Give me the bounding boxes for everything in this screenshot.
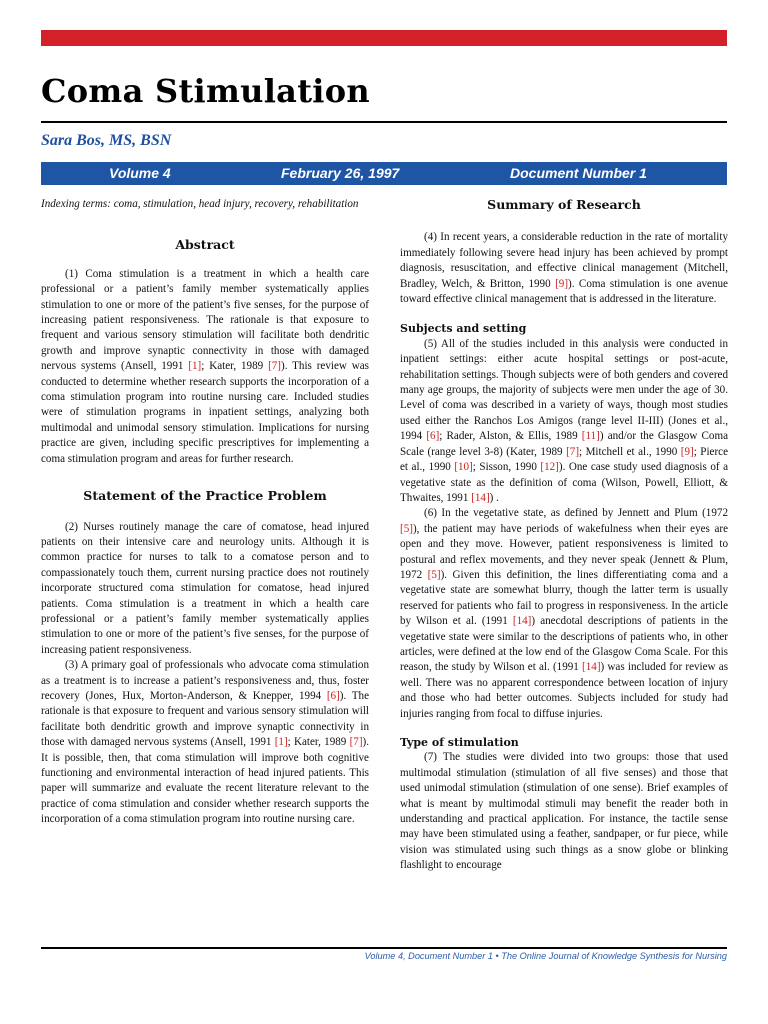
ref-link[interactable]: [14] xyxy=(582,661,601,674)
paragraph-5: (5) All of the studies included in this analysis were conducted in inpatient settings: either acute hospital settings or post-acute, rehabilitation settings. Though subjects were of both genders and covered many age groups, the majority of subjects were men under the age of 30. Level of coma was described in a variety of ways, though most studies used either the Ranchos Los Amigos (range level II-III) (Jones et al., 1994 [6]; Rader, Alston, & Ellis, 1989 [11]) and/or the Glasgow Coma Scale (range level 3-8) (Kater, 1989 [7]; Mitchell et al., 1990 [9]; Pierce et al., 1990 [10]; Sisson, 1990 [12]). One case study used diagnosis of a vegetative state as the definition of coma (Wilson, Powell, Elliott, & Thwaites, 1991 [14]) . xyxy=(400,337,729,504)
author-name: Sara Bos, MS, BSN xyxy=(41,132,172,149)
ref-link[interactable]: [7] xyxy=(349,736,363,749)
practice-problem-heading: Statement of the Practice Problem xyxy=(83,488,327,504)
indexing-terms: Indexing terms: coma, stimulation, head injury, recovery, rehabilitation xyxy=(41,198,359,210)
volume-bar xyxy=(41,162,727,185)
ref-link[interactable]: [1] xyxy=(274,736,288,749)
ref-link[interactable]: [14] xyxy=(512,615,532,628)
title-rule xyxy=(41,121,727,123)
ref-link[interactable]: [12] xyxy=(540,461,559,474)
paragraph-6: (6) In the vegetative state, as defined by Jennett and Plum (1972 [5]), the patient may have periods of wakefulness when their eyes are open and they move. However, patient responsiveness is limited to postural and reflex movements, and they never speak (Jennett & Plum, 1972 [5]). Given this definition, the lines differentiating coma and a vegetative state are somewhat blurry, though the latter term is usually reserved for patients who fail to progress in responsiveness. In the article by Wilson et al. (1991 [14]) anecdotal descriptions of patients in the vegetative state were similar to the descriptions of patients who, in other articles, were defined at the low end of the Glasgow Coma Scale. For this reason, the study by Wilson et al. (1991 [14]) was included for review as well. There was no apparent correspondence between location of injury and those who had better outcomes. Subjects included for study had injuries ranging from focal to diffuse injuries. xyxy=(400,507,729,720)
ref-link[interactable]: [10] xyxy=(454,461,473,474)
ref-link[interactable]: [14] xyxy=(471,491,490,504)
ref-link[interactable]: [7] xyxy=(566,445,580,458)
ref-link[interactable]: [5] xyxy=(400,522,413,535)
paragraph-4: (4) In recent years, a considerable reduction in the rate of mortality immediately following severe head injury has been achieved by prompt diagnosis, resuscitation, and effective clinical management (Mitchell, Bradley, Welch, & Britton, 1990 [9]). Coma stimulation is one avenue toward effective clinical management that is addressed in the literature. xyxy=(400,231,728,306)
type-of-stimulation-heading: Type of stimulation xyxy=(400,736,519,749)
abstract-heading: Abstract xyxy=(175,237,235,253)
date-label: February 26, 1997 xyxy=(281,165,400,181)
subjects-heading: Subjects and setting xyxy=(400,322,527,336)
top-red-bar xyxy=(41,30,727,46)
ref-link[interactable]: [7] xyxy=(268,360,281,373)
ref-link[interactable]: [9] xyxy=(555,277,569,290)
paragraph-7: (7) The studies were divided into two groups: those that used multimodal stimulation (stimulation of all five senses) and those that used unimodal stimulation (stimulation of one sense). Brief examples of what is meant by multimodal stimuli may benefit the reader both in understanding and practical application. For instance, the tactile sense may have been stimulated using a feather, sandpaper, or fur piece, while vision was stimulated using such things as a snow globe or blinking flashlight to encourage xyxy=(400,751,728,872)
ref-link[interactable]: [11] xyxy=(581,430,600,443)
journal-footer: Volume 4, Document Number 1 • The Online Journal of Knowledge Synthesis for Nursing xyxy=(364,951,727,961)
article-title: Coma Stimulation xyxy=(41,72,370,110)
ref-link[interactable]: [6] xyxy=(326,689,340,702)
paragraph-2: (2) Nurses routinely manage the care of comatose, head injured patients on their intensive care and neurology units. Although it is common practice for nurses to talk to a comatose person and to compassionately touch them, current nursing practice does not routinely incorporate structured coma stimulation for comatose, head injured patients. Coma stimulation is a treatment in which a health care professional or a patient’s family member systematically applies stimulation to one or more of the patient’s five senses, for the purpose of increasing patient responsiveness. xyxy=(41,520,369,656)
ref-link[interactable]: [1] xyxy=(188,360,202,373)
abstract-paragraph: (1) Coma stimulation is a treatment in which a health care professional or a patient’s family member systematically applies stimulation to one or more of the patient’s five senses, for the purpose of increasing patient responsiveness. The rationale is that exposure to frequent and various sensory stimulation will facilitate both dendritic growth and improve synaptic connectivity in those with damaged nervous systems (Ansell, 1991 [1]; Kater, 1989 [7]). This review was conducted to determine whether research supports the incorporation of a coma stimulation program into routine nursing care. Included studies were of stimulation programs in inpatient settings, analyzing both multimodal and unimodal sensory stimulation. Implications for nursing practice are given, including specific prescriptives for implementing a coma stimulation program and areas for further research. xyxy=(41,267,369,465)
footer-rule xyxy=(41,947,727,949)
ref-link[interactable]: [5] xyxy=(427,568,441,581)
ref-link[interactable]: [6] xyxy=(426,430,440,443)
paragraph-3: (3) A primary goal of professionals who advocate coma stimulation as a treatment is to increase a patient’s responsiveness and, thus, foster recovery (Jones, Hux, Morton-Anderson, & Knepper, 1994 [6]). The rationale is that exposure to frequent and various sensory stimulation will facilitate both dendritic growth and improve synaptic connectivity in those with damaged nervous systems (Ansell, 1991 [1]; Kater, 1989 [7]). It is possible, then, that coma stimulation will improve both cognitive functioning and environmental interaction of head injured patients. This paper will summarize and evaluate the recent literature relevant to the practice of coma stimulation and consider whether research supports the incorporation of a coma stimulation program into routine nursing care. xyxy=(41,659,370,826)
summary-heading: Summary of Research xyxy=(487,197,641,212)
left-column xyxy=(41,197,369,828)
document-number-label: Document Number 1 xyxy=(510,165,647,181)
ref-link[interactable]: [9] xyxy=(680,445,694,458)
volume-label: Volume 4 xyxy=(109,165,171,181)
right-column xyxy=(400,197,728,874)
